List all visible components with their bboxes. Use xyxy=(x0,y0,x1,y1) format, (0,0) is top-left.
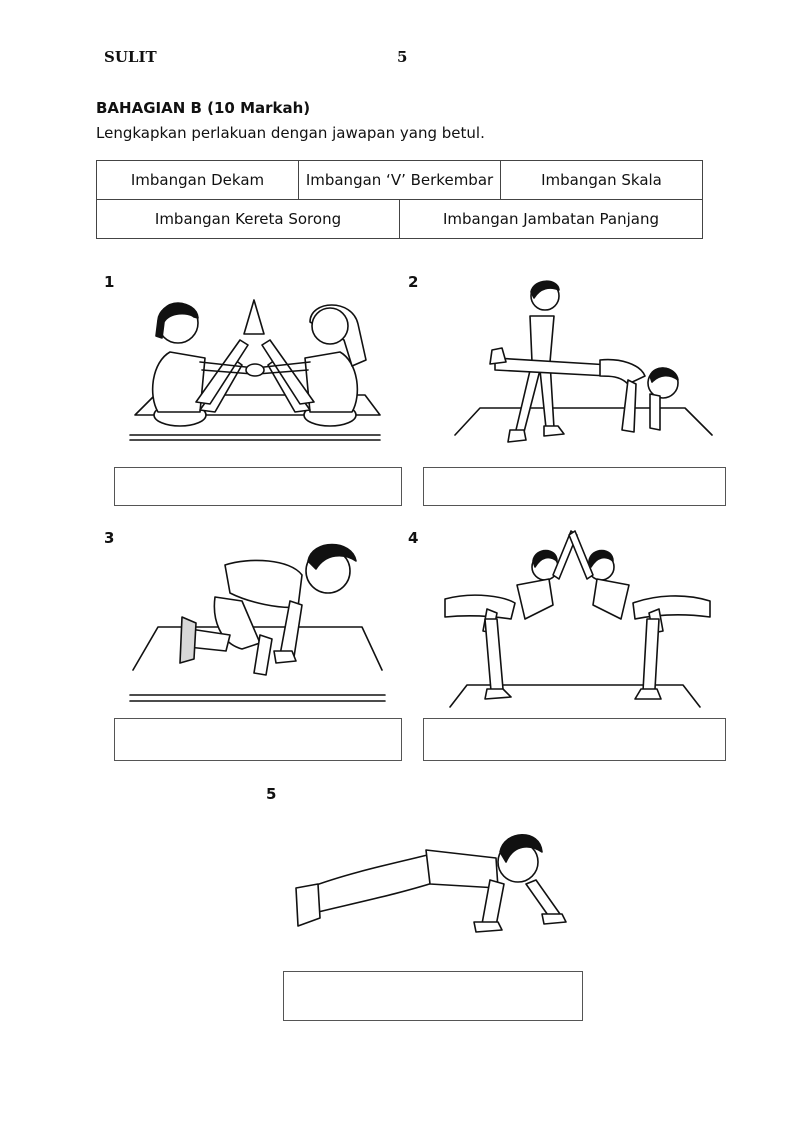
options-row-2 xyxy=(97,200,703,239)
answer-box[interactable] xyxy=(283,971,583,1021)
instruction-text: Lengkapkan perlakuan dengan jawapan yang betul. xyxy=(96,124,485,142)
confidential-label: SULIT xyxy=(104,48,157,66)
two-girls-v-sit-balance-illustration xyxy=(130,290,385,445)
long-bridge-plank-illustration xyxy=(290,822,570,942)
options-row-1 xyxy=(97,161,703,200)
answer-box[interactable] xyxy=(114,467,402,506)
answer-box[interactable] xyxy=(423,467,726,506)
option-cell: Imbangan Kereta Sorong xyxy=(97,200,400,239)
answer-box[interactable] xyxy=(114,718,402,761)
answer-box[interactable] xyxy=(423,718,726,761)
answer-options-table xyxy=(96,160,703,239)
wheelbarrow-balance-illustration xyxy=(450,280,715,450)
question-number: 4 xyxy=(408,529,419,547)
question-number: 5 xyxy=(266,785,277,803)
page-number: 5 xyxy=(397,48,408,66)
question-number: 1 xyxy=(104,273,115,291)
option-cell: Imbangan ‘V’ Berkembar xyxy=(299,161,501,200)
bridge-pair-balance-illustration xyxy=(445,527,710,712)
question-number: 3 xyxy=(104,529,115,547)
question-number: 2 xyxy=(408,273,419,291)
option-cell: Imbangan Jambatan Panjang xyxy=(400,200,703,239)
section-title: BAHAGIAN B (10 Markah) xyxy=(96,99,311,117)
option-cell: Imbangan Skala xyxy=(501,161,703,200)
crouch-balance-illustration xyxy=(130,535,390,710)
option-cell: Imbangan Dekam xyxy=(97,161,299,200)
